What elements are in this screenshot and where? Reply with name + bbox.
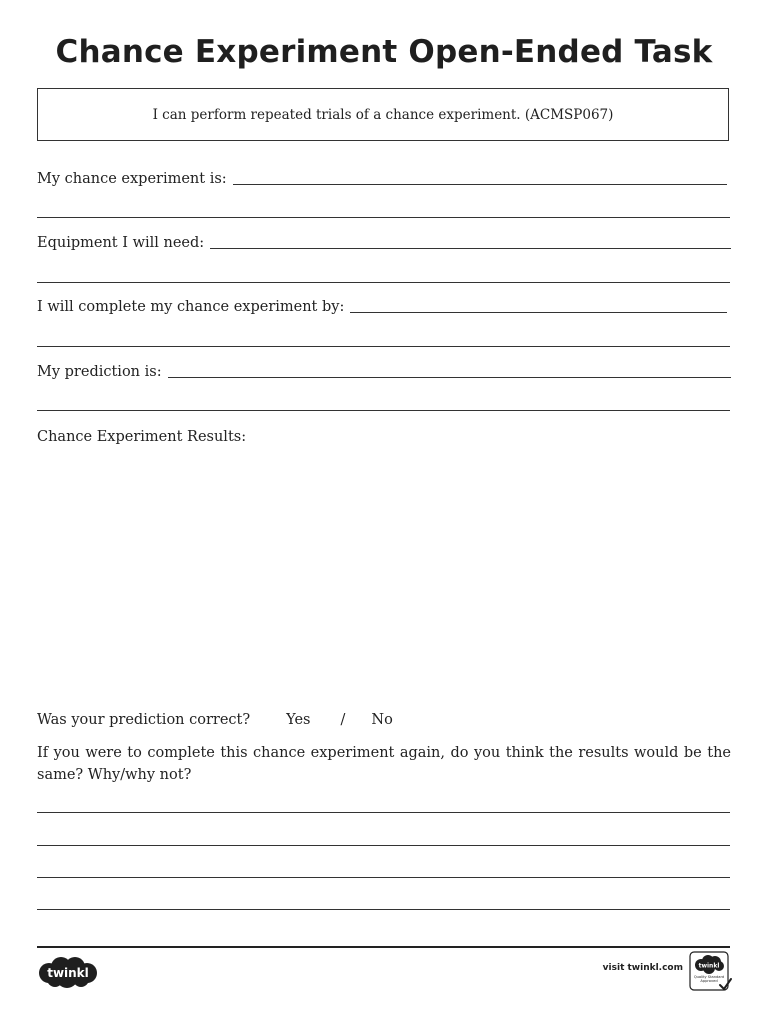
footer-url[interactable]: visit twinkl.com: [602, 963, 683, 973]
prediction-question: [37, 711, 393, 729]
badge-caption: Quality Standard Approved: [693, 975, 725, 984]
answer-line[interactable]: [37, 282, 730, 283]
field-equipment: [37, 234, 731, 252]
answer-line[interactable]: [233, 184, 727, 185]
badge-wordmark: twinkl: [698, 962, 720, 970]
answer-line[interactable]: [37, 346, 730, 347]
results-label: Chance Experiment Results:: [37, 429, 247, 445]
option-separator: /: [340, 712, 346, 728]
field-chance-experiment: [37, 170, 727, 188]
answer-line[interactable]: [37, 217, 730, 218]
field-label: My chance experiment is:: [37, 171, 227, 187]
worksheet-title: Chance Experiment Open-Ended Task: [55, 34, 713, 70]
answer-line[interactable]: [37, 877, 730, 878]
logo-wordmark: twinkl: [47, 966, 89, 980]
field-prediction: [37, 363, 731, 381]
learning-objective-text: I can perform repeated trials of a chance experiment. (ACMSP067): [152, 106, 614, 123]
results-area[interactable]: [37, 452, 730, 697]
answer-line[interactable]: [168, 377, 731, 378]
twinkl-logo: [37, 955, 99, 989]
no-option[interactable]: No: [371, 712, 393, 728]
field-label: My prediction is:: [37, 364, 162, 380]
answer-line[interactable]: [37, 909, 730, 910]
footer-divider: [37, 946, 730, 948]
question-text: Was your prediction correct?: [37, 712, 251, 728]
answer-line[interactable]: [350, 312, 727, 313]
field-method: [37, 298, 727, 316]
quality-standard-badge: [689, 951, 733, 993]
reflection-question: If you were to complete this chance experiment again, do you think the results would be the same? Why/why not?: [37, 745, 731, 783]
field-label: I will complete my chance experiment by:: [37, 299, 345, 315]
answer-line[interactable]: [37, 410, 730, 411]
answer-line[interactable]: [37, 812, 730, 813]
yes-option[interactable]: Yes: [286, 712, 311, 728]
answer-line[interactable]: [37, 845, 730, 846]
field-label: Equipment I will need:: [37, 235, 205, 251]
learning-objective-box: [37, 88, 729, 141]
answer-line[interactable]: [210, 248, 731, 249]
